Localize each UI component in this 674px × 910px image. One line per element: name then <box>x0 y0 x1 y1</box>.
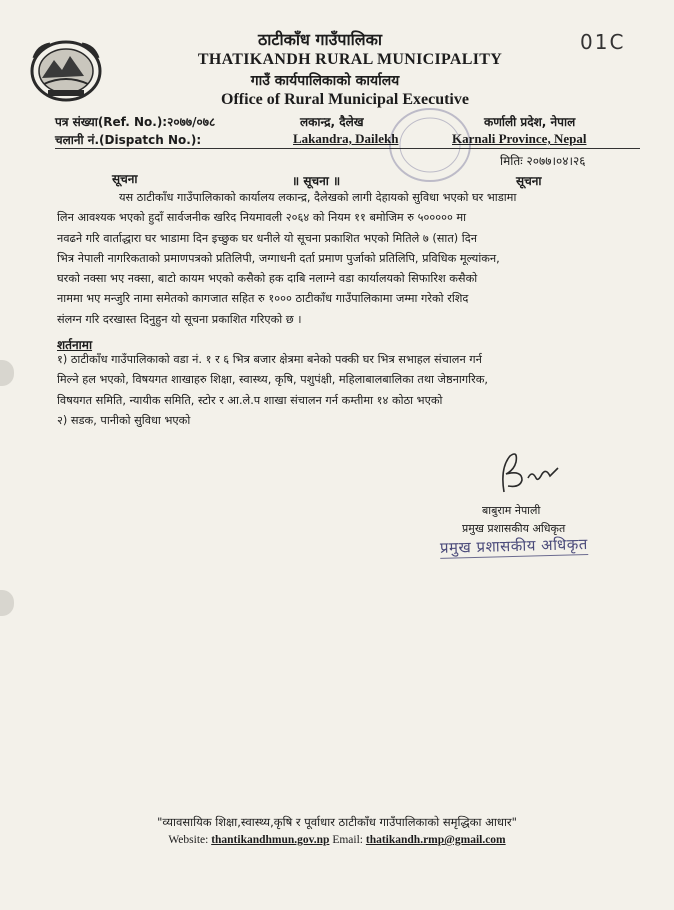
handwritten-ref: 01C <box>580 30 626 54</box>
body-line: नाममा भए मन्जुरि नामा समेतको कागजात सहित रु १००० ठाटीकाँध गाउँपालिकामा जम्मा गरेको रशिद <box>57 292 469 306</box>
signatory-title: प्रमुख प्रशासकीय अधिकृत <box>462 522 566 535</box>
notice-heading-right: सूचना <box>516 174 542 188</box>
header-divider <box>55 148 640 149</box>
designation-stamp: प्रमुख प्रशासकीय अधिकृत <box>439 535 589 557</box>
condition-line: विषयगत समिति, न्यायीक समिति, स्टोर र आ.ले.प शाखा संचालन गर्न कम्तीमा १४ कोठा भएको <box>57 393 443 407</box>
website-label: Website: <box>168 834 209 846</box>
conditions-heading: शर्तनामा <box>57 338 93 352</box>
office-name-np: गाउँ कार्यपालिकाको कार्यालय <box>250 73 400 89</box>
date-value: २०७७।०४।२६ <box>526 154 586 168</box>
footer-slogan: "व्यावसायिक शिक्षा,स्वास्थ्य,कृषि र पूर्वाधार ठाटीकाँध गाउँपालिकाको समृद्धिका आधार" <box>157 815 517 829</box>
notice-body <box>57 188 647 330</box>
municipality-name-np: ठाटीकाँध गाउँपालिका <box>257 30 383 49</box>
condition-line: १) ठाटीकाँध गाउँपालिकाको वडा नं. १ र ६ भित्र बजार क्षेत्रमा बनेको पक्की घर भित्र सभाहल संचालन गर्न <box>57 353 482 366</box>
body-line: यस ठाटीकाँध गाउँपालिकाको कार्यालय लकान्द्र, दैलेखको लागी देहायको सुविधा भएको घर भाडामा <box>119 191 517 204</box>
body-line: घरको नक्सा भए नक्सा, बाटो कायम भएको कसैको हक दाबि नलाग्ने वडा कार्यालयको सिफारिश कसैको <box>57 272 478 286</box>
province-en: Karnali Province, Nepal <box>452 131 587 146</box>
location-en: Lakandra, Dailekh <box>293 131 399 146</box>
body-line: नवढने गरि वार्ताद्धारा घर भाडामा दिन इच्छुक घर धनीले यो सूचना प्रकाशित भएको मितिले ७ (सात) दिन <box>57 231 477 245</box>
notice-heading-left: सूचना <box>112 172 138 186</box>
date-label: मितिः <box>500 154 523 168</box>
punch-hole <box>0 590 14 616</box>
dispatch-label: चलानी नं.(Dispatch No.): <box>55 133 202 147</box>
body-line: लिन आवश्यक भएको हुदाँ सार्वजनीक खरिद नियमावली २०६४ को नियम ११ बमोजिम रु ५००००० मा <box>57 211 467 225</box>
body-line: भित्र नेपाली नागरिकताको प्रमाणपत्रको प्रतिलिपी, जग्गाधनी दर्ता प्रमाण पुर्जाको प्रतिलिपि, प्रविधिक मूल्यांकन, <box>57 251 500 265</box>
province-np: कर्णाली प्रदेश, नेपाल <box>484 115 576 129</box>
email-label: Email: <box>332 834 363 846</box>
conditions-body <box>57 350 647 431</box>
ref-value: २०७७/०७८ <box>167 115 216 129</box>
condition-line: २) सडक, पानीको सुविधा भएको <box>57 413 191 427</box>
condition-line: मिल्ने हल भएको, विषयगत शाखाहरु शिक्षा, स्वास्थ्य, कृषि, पशुपंक्षी, महिलाबालबालिका तथा जेष्ठनागरिक, <box>57 373 488 387</box>
footer-contact <box>0 834 674 846</box>
signatory-name: बाबुराम नेपाली <box>482 504 541 517</box>
ref-label: पत्र संख्या(Ref. No.): <box>55 115 168 129</box>
signature-image <box>492 448 582 498</box>
municipality-name-en: THATIKANDH RURAL MUNICIPALITY <box>197 51 503 68</box>
punch-hole <box>0 360 14 386</box>
body-line: संलग्न गरि दरखास्त दिनुहुन यो सूचना प्रकाशित गरिएको छ । <box>57 312 302 326</box>
location-np: लकान्द्र, दैलेख <box>300 115 364 129</box>
office-name-en: Office of Rural Municipal Executive <box>221 91 469 108</box>
website-link[interactable]: thantikandhmun.gov.np <box>211 834 330 846</box>
email-link[interactable]: thatikandh.rmp@gmail.com <box>365 834 506 846</box>
notice-heading-center: ॥ सूचना ॥ <box>292 174 341 188</box>
